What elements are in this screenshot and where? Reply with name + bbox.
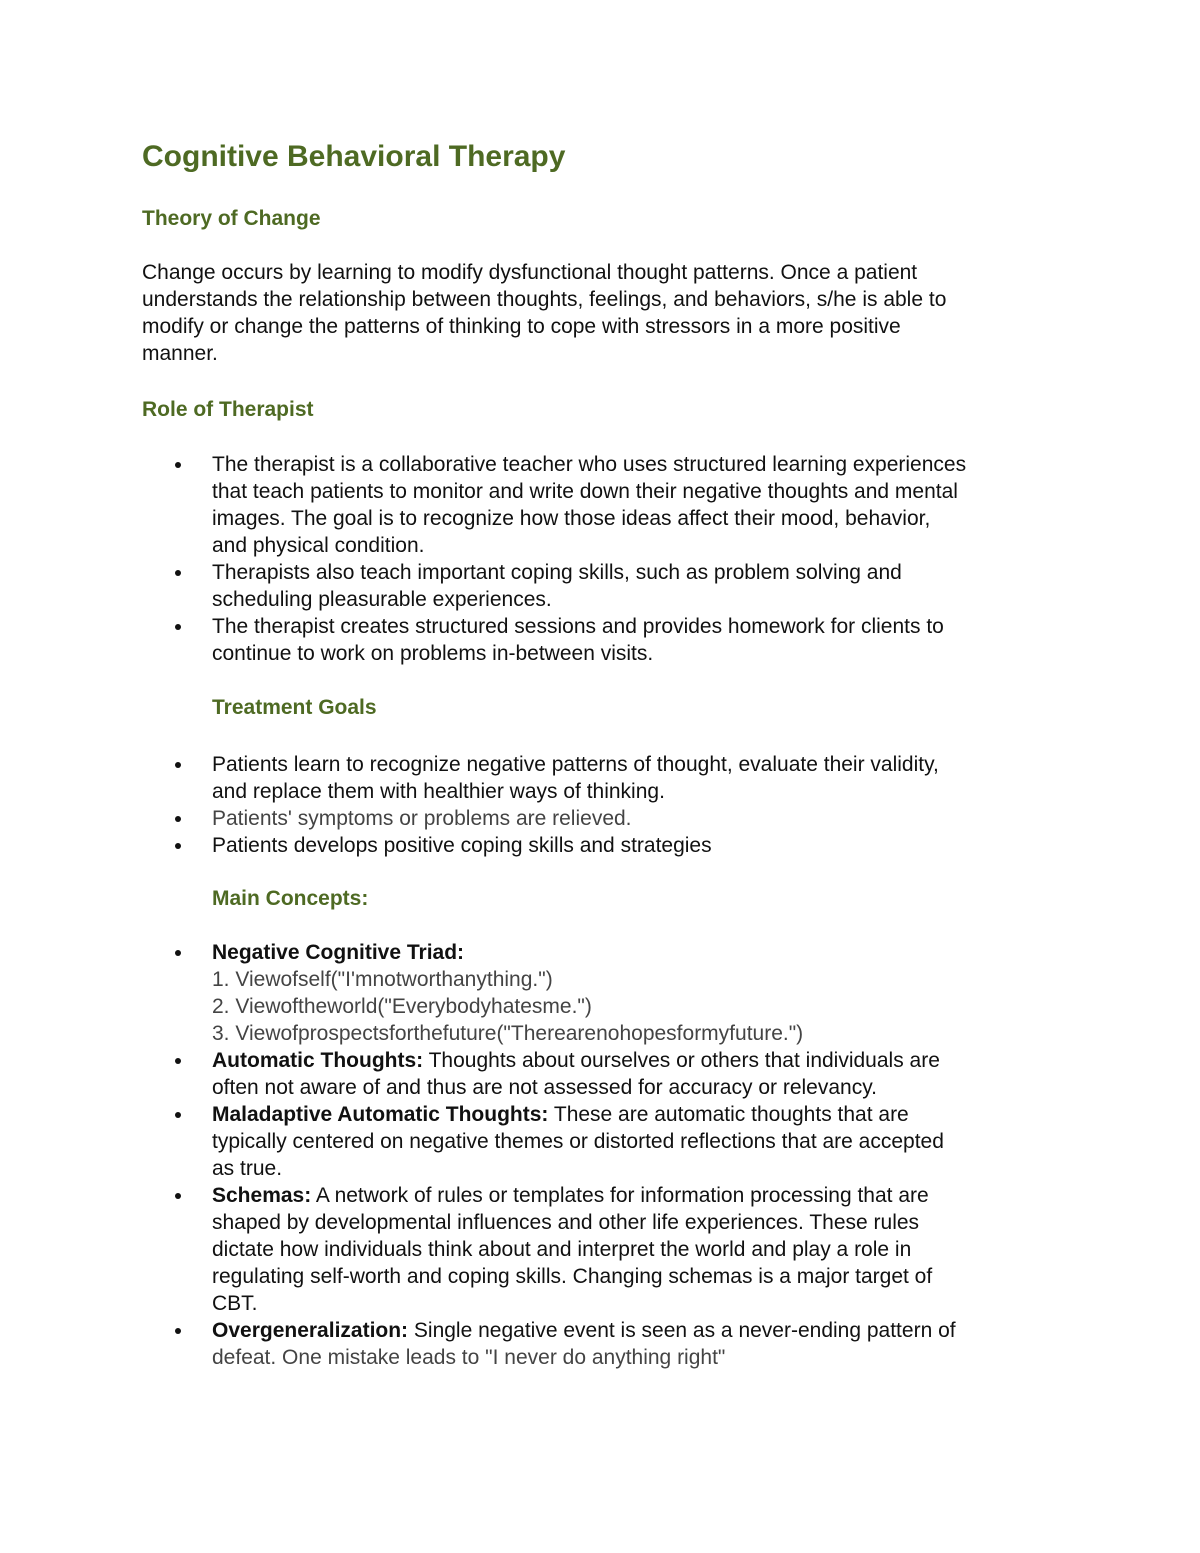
concept-definition: A network of rules or templates for information processing that are bbox=[311, 1184, 929, 1207]
theory-line: Change occurs by learning to modify dysfunctional thought patterns. Once a patient bbox=[142, 261, 918, 284]
concepts-list bbox=[0, 939, 956, 1371]
list-item-line: and replace them with healthier ways of thinking. bbox=[212, 780, 665, 803]
bullet-icon bbox=[175, 570, 181, 576]
concept-item-schemas bbox=[0, 1182, 956, 1317]
bullet-icon bbox=[175, 1058, 181, 1064]
concept-definition: Thoughts about ourselves or others that individuals are bbox=[423, 1049, 940, 1072]
list-item-line: that teach patients to monitor and write down their negative thoughts and mental bbox=[212, 480, 958, 503]
list-item bbox=[0, 559, 966, 613]
bullet-icon bbox=[175, 462, 181, 468]
list-item-line: continue to work on problems in-between visits. bbox=[212, 642, 654, 665]
bullet-icon bbox=[175, 624, 181, 630]
bullet-icon bbox=[175, 816, 181, 822]
concept-definition-line: typically centered on negative themes or distorted reflections that are accepted bbox=[212, 1130, 944, 1153]
bullet-icon bbox=[175, 1112, 181, 1118]
concept-term: Overgeneralization: bbox=[212, 1319, 409, 1342]
role-list bbox=[0, 451, 966, 667]
list-item bbox=[0, 451, 966, 559]
list-item-line: scheduling pleasurable experiences. bbox=[212, 588, 552, 611]
goals-heading: Treatment Goals bbox=[212, 696, 377, 719]
concept-definition-line: often not aware of and thus are not assessed for accuracy or relevancy. bbox=[212, 1076, 877, 1099]
list-item-line: The therapist creates structured sessions and provides homework for clients to bbox=[212, 615, 944, 638]
concept-item-overgeneralization bbox=[0, 1317, 956, 1371]
concept-item-automatic-thoughts bbox=[0, 1047, 956, 1101]
concept-definition-line: regulating self-worth and coping skills. Changing schemas is a major target of bbox=[212, 1265, 933, 1288]
concept-definition-line: as true. bbox=[212, 1157, 283, 1180]
concept-definition-line: shaped by developmental influences and other life experiences. These rules bbox=[212, 1211, 920, 1234]
theory-line: manner. bbox=[142, 342, 218, 365]
triad-line: 2. Viewoftheworld("Everybodyhatesme.") bbox=[212, 995, 592, 1018]
concept-definition: Single negative event is seen as a never-ending pattern of bbox=[408, 1319, 956, 1342]
concept-term: Automatic Thoughts: bbox=[212, 1049, 424, 1072]
list-item-line: Patients develops positive coping skills and strategies bbox=[212, 834, 712, 857]
role-heading: Role of Therapist bbox=[142, 398, 314, 421]
list-item bbox=[0, 805, 939, 832]
bullet-icon bbox=[175, 843, 181, 849]
theory-paragraph bbox=[142, 259, 1062, 367]
concept-definition: These are automatic thoughts that are bbox=[548, 1103, 909, 1126]
theory-line: modify or change the patterns of thinking to cope with stressors in a more positive bbox=[142, 315, 901, 338]
concept-term: Negative Cognitive Triad: bbox=[212, 941, 465, 964]
list-item-line: Therapists also teach important coping skills, such as problem solving and bbox=[212, 561, 902, 584]
goals-list bbox=[0, 751, 939, 859]
concept-item-maladaptive-thoughts bbox=[0, 1101, 956, 1182]
list-item-line: images. The goal is to recognize how those ideas affect their mood, behavior, bbox=[212, 507, 931, 530]
concept-item-negative-triad bbox=[0, 939, 956, 1047]
theory-heading: Theory of Change bbox=[142, 207, 321, 230]
list-item-line: Patients learn to recognize negative patterns of thought, evaluate their validity, bbox=[212, 753, 939, 776]
list-item bbox=[0, 613, 966, 667]
theory-line: understands the relationship between thoughts, feelings, and behaviors, s/he is able to bbox=[142, 288, 947, 311]
concept-definition-line: dictate how individuals think about and interpret the world and play a role in bbox=[212, 1238, 912, 1261]
concept-term: Schemas: bbox=[212, 1184, 312, 1207]
list-item-line: and physical condition. bbox=[212, 534, 425, 557]
triad-line: 3. Viewofprospectsforthefuture("Therearenohopesformyfuture.") bbox=[212, 1022, 804, 1045]
list-item-line: The therapist is a collaborative teacher who uses structured learning experiences bbox=[212, 453, 967, 476]
bullet-icon bbox=[175, 1193, 181, 1199]
bullet-icon bbox=[175, 950, 181, 956]
list-item-line: Patients' symptoms or problems are relieved. bbox=[212, 807, 632, 830]
concept-term: Maladaptive Automatic Thoughts: bbox=[212, 1103, 549, 1126]
concepts-heading: Main Concepts: bbox=[212, 887, 369, 910]
bullet-icon bbox=[175, 762, 181, 768]
triad-line: 1. Viewofself("I'mnotworthanything.") bbox=[212, 968, 553, 991]
document-title: Cognitive Behavioral Therapy bbox=[142, 140, 566, 173]
concept-definition-line: CBT. bbox=[212, 1292, 258, 1315]
bullet-icon bbox=[175, 1328, 181, 1334]
concept-definition-line: defeat. One mistake leads to "I never do anything right" bbox=[212, 1346, 726, 1369]
list-item bbox=[0, 751, 939, 805]
list-item bbox=[0, 832, 939, 859]
